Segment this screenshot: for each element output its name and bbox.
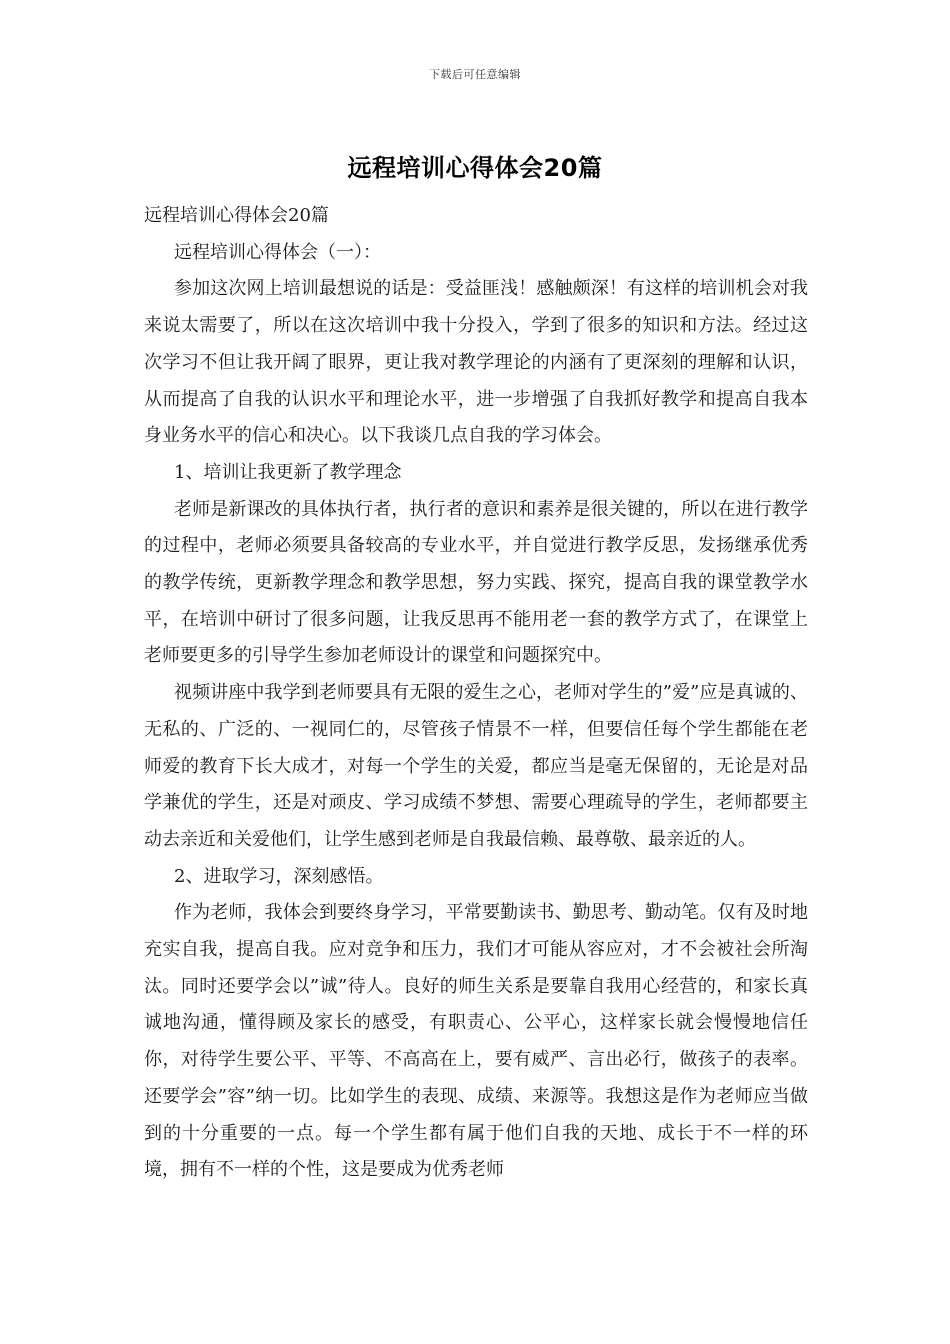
point-heading-1: 1、培训让我更新了教学理念 [174,461,402,483]
intro-paragraph: 参加这次网上培训最想说的话是：受益匪浅！感触颇深！有这样的培训机会对我来说太需要了，所以在这次培训中我十分投入，学到了很多的知识和方法。经过这次学习不但让我开阔了眼界，更让我对教学理论的内涵有了更深刻的理解和认识，从而提高了自我的认识水平和理论水平，进一步增强了自我抓好教学和提高自我本身业务水平的信心和决心。以下我谈几点自我的学习体会。 [144,278,808,447]
body-paragraph: 老师是新课改的具体执行者，执行者的意识和素养是很关键的，所以在进行教学的过程中，老师必须要具备较高的专业水平，并自觉进行教学反思，发扬继承优秀的教学传统，更新教学理念和教学思想，努力实践、探究，提高自我的课堂教学水平，在培训中研讨了很多问题，让我反思再不能用老一套的教学方式了，在课堂上老师要更多的引导学生参加老师设计的课堂和问题探究中。 [144,498,808,667]
section-heading-one: 远程培训心得体会（一）： [174,241,381,263]
body-paragraph: 视频讲座中我学到老师要具有无限的爱生之心，老师对学生的”爱”应是真诚的、无私的、广泛的、一视同仁的，尽管孩子情景不一样，但要信任每个学生都能在老师爱的教育下长大成才，对每一个学生的关爱，都应当是毫无保留的，无论是对品学兼优的学生，还是对顽皮、学习成绩不梦想、需要心理疏导的学生，老师都要主动去亲近和关爱他们，让学生感到老师是自我最信赖、最尊敬、最亲近的人。 [144,682,808,850]
body-paragraph: 作为老师，我体会到要终身学习，平常要勤读书、勤思考、勤动笔。仅有及时地充实自我，提高自我。应对竞争和压力，我们才可能从容应对，才不会被社会所淘汰。同时还要学会以”诚”待人。良好的师生关系是要靠自我用心经营的，和家长真诚地沟通，懂得顾及家长的感受，有职责心、公平心，这样家长就会慢慢地信任你，对待学生要公平、平等、不高高在上，要有威严、言出必行，做孩子的表率。还要学会”容”纳一切。比如学生的表现、成绩、来源等。我想这是作为老师应当做到的十分重要的一点。每一个学生都有属于他们自我的天地、成长于不一样的环境，拥有不一样的个性，这是要成为优秀老师 [144,902,808,1181]
page-header-note: 下载后可任意编辑 [429,68,521,81]
document-body [144,198,808,1189]
point-heading-2: 2、进取学习，深刻感悟。 [174,865,384,887]
subtitle-line: 远程培训心得体会20篇 [144,205,329,226]
document-title: 远程培训心得体会20篇 [347,154,603,182]
